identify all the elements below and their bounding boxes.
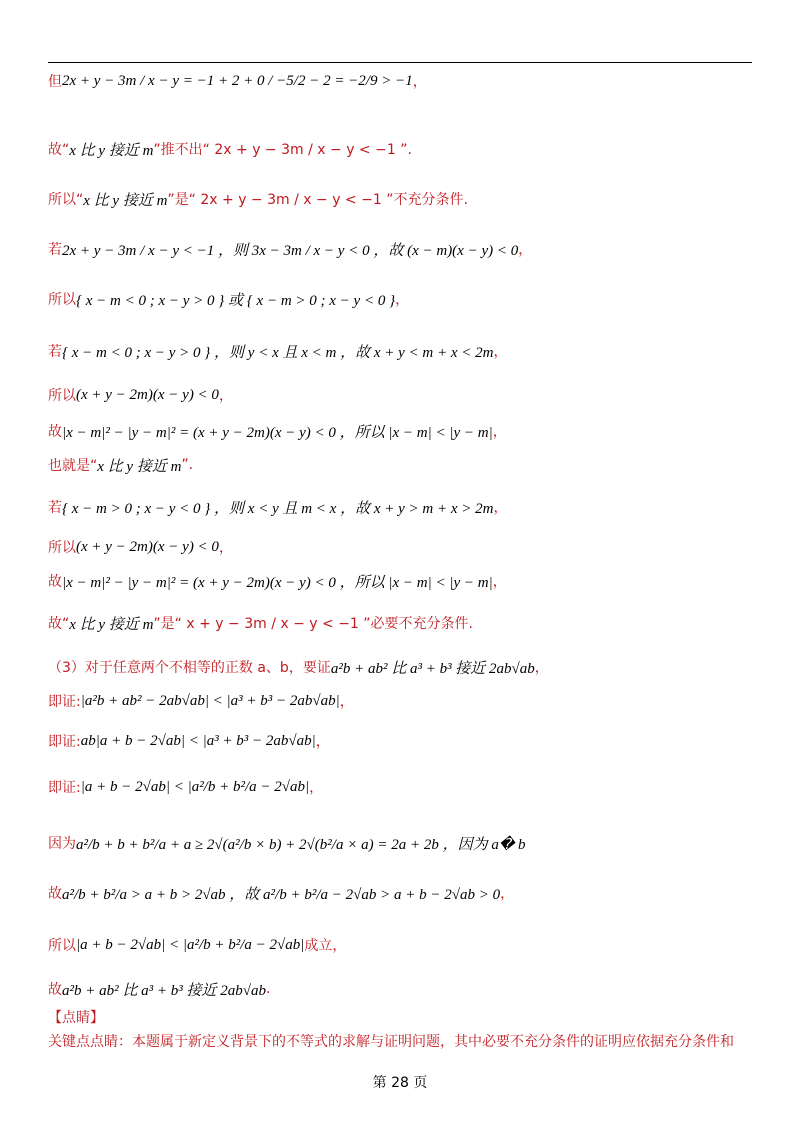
line-14-math: a²b + ab² 比 a³ + b³ 接近 2ab√ab bbox=[330, 660, 535, 677]
line-12-pre: 故 bbox=[48, 574, 62, 590]
line-22-pre: 【点睛】 bbox=[48, 1010, 104, 1026]
line-6 bbox=[48, 334, 507, 368]
line-7-math: (x + y − 2m)(x − y) < 0 bbox=[76, 386, 219, 403]
line-6-math: { x − m < 0 ; x − y > 0 } ，则 y < x 且 x < m ，故 x + y < m + x < 2m bbox=[62, 344, 494, 361]
line-19 bbox=[48, 876, 514, 910]
line-10-pre: 若 bbox=[48, 500, 62, 516]
line-5-math: { x − m < 0 ; x − y > 0 } 或 { x − m > 0 ; x − y < 0 } bbox=[76, 292, 396, 309]
line-20-math: |a + b − 2√ab| < |a²/b + b²/a − 2√ab| bbox=[76, 936, 305, 953]
line-16-post: ， bbox=[315, 734, 330, 750]
line-3-post: ”是“ 2x + y − 3m / x − y < −1 ”不充分条件. bbox=[167, 192, 468, 208]
page-number: 第 28 页 bbox=[372, 1075, 428, 1091]
line-17 bbox=[48, 770, 323, 804]
line-18-math: a²/b + b + b²/a + a ≥ 2√(a²/b × b) + 2√(b²/a × a) = 2a + 2b ，因为 a� b bbox=[76, 836, 526, 853]
header-rule bbox=[48, 62, 752, 63]
line-5-post: ， bbox=[395, 292, 410, 308]
line-20-pre: 所以 bbox=[48, 938, 76, 954]
line-4-pre: 若 bbox=[48, 242, 62, 258]
line-5-pre: 所以 bbox=[48, 292, 76, 308]
line-21-pre: 故 bbox=[48, 982, 62, 998]
line-12-math: |x − m|² − |y − m|² = (x + y − 2m)(x − y) < 0 ，所以 |x − m| < |y − m| bbox=[62, 574, 493, 591]
line-17-pre: 即证: bbox=[48, 780, 81, 796]
line-15-post: ， bbox=[339, 694, 354, 710]
line-4-math: 2x + y − 3m / x − y < −1 ，则 3x − 3m / x − y < 0 ，故 (x − m)(x − y) < 0 bbox=[62, 242, 519, 259]
line-4 bbox=[48, 232, 532, 266]
line-22 bbox=[48, 1004, 104, 1030]
line-7-post: ， bbox=[218, 388, 233, 404]
line-14-post: ， bbox=[534, 660, 549, 676]
line-3-pre: 所以“ bbox=[48, 192, 84, 208]
line-21 bbox=[48, 972, 270, 1006]
line-10-post: ， bbox=[493, 500, 508, 516]
line-11-math: (x + y − 2m)(x − y) < 0 bbox=[76, 538, 219, 555]
line-8-post: ， bbox=[492, 424, 507, 440]
line-19-pre: 故 bbox=[48, 886, 62, 902]
line-1 bbox=[48, 64, 427, 98]
line-14-pre: （3）对于任意两个不相等的正数 a、b，要证 bbox=[48, 660, 331, 676]
line-23 bbox=[48, 1028, 734, 1054]
line-8 bbox=[48, 414, 507, 448]
line-20-post: 成立， bbox=[304, 938, 347, 954]
line-16-math: ab|a + b − 2√ab| < |a³ + b³ − 2ab√ab| bbox=[80, 732, 316, 749]
line-6-pre: 若 bbox=[48, 344, 62, 360]
line-11 bbox=[48, 530, 233, 564]
line-2-math: x 比 y 接近 m bbox=[69, 142, 154, 159]
line-9 bbox=[48, 448, 193, 482]
line-21-math: a²b + ab² 比 a³ + b³ 接近 2ab√ab bbox=[62, 982, 266, 999]
line-15 bbox=[48, 684, 354, 718]
line-14 bbox=[48, 650, 549, 684]
line-7 bbox=[48, 378, 233, 412]
line-19-math: a²/b + b²/a > a + b > 2√ab ，故 a²/b + b²/a − 2√ab > a + b − 2√ab > 0 bbox=[62, 886, 501, 903]
line-3-math: x 比 y 接近 m bbox=[83, 192, 168, 209]
line-3 bbox=[48, 182, 468, 216]
line-11-pre: 所以 bbox=[48, 540, 76, 556]
line-21-post: . bbox=[265, 981, 271, 997]
line-20 bbox=[48, 928, 346, 962]
line-9-pre: 也就是“ bbox=[48, 458, 98, 474]
line-1-post: ， bbox=[412, 74, 427, 90]
line-7-pre: 所以 bbox=[48, 388, 76, 404]
line-10-math: { x − m > 0 ; x − y < 0 } ，则 x < y 且 m < x ，故 x + y > m + x > 2m bbox=[62, 500, 494, 517]
line-15-pre: 即证: bbox=[48, 694, 81, 710]
line-6-post: ， bbox=[493, 344, 508, 360]
line-18 bbox=[48, 826, 525, 860]
line-4-post: ， bbox=[518, 242, 533, 258]
line-8-math: |x − m|² − |y − m|² = (x + y − 2m)(x − y) < 0 ，所以 |x − m| < |y − m| bbox=[62, 424, 493, 441]
line-16-pre: 即证: bbox=[48, 734, 81, 750]
line-1-pre: 但 bbox=[48, 74, 62, 90]
line-19-post: ， bbox=[500, 886, 515, 902]
line-10 bbox=[48, 490, 507, 524]
line-17-math: |a + b − 2√ab| < |a²/b + b²/a − 2√ab| bbox=[80, 778, 310, 795]
line-13 bbox=[48, 606, 473, 640]
line-18-pre: 因为 bbox=[48, 836, 76, 852]
line-2 bbox=[48, 132, 412, 166]
line-12 bbox=[48, 564, 507, 598]
line-8-pre: 故 bbox=[48, 424, 62, 440]
line-13-pre: 故“ bbox=[48, 616, 70, 632]
line-9-post: ”. bbox=[181, 457, 194, 473]
line-11-post: ， bbox=[218, 540, 233, 556]
line-2-pre: 故“ bbox=[48, 142, 70, 158]
line-16 bbox=[48, 724, 330, 758]
line-9-math: x 比 y 接近 m bbox=[97, 458, 182, 475]
line-1-math: 2x + y − 3m / x − y = −1 + 2 + 0 / −5/2 − 2 = −2/9 > −1 bbox=[62, 72, 413, 89]
line-15-math: |a²b + ab² − 2ab√ab| < |a³ + b³ − 2ab√ab| bbox=[80, 692, 340, 709]
line-17-post: ， bbox=[309, 780, 324, 796]
line-12-post: ， bbox=[492, 574, 507, 590]
line-5 bbox=[48, 282, 409, 316]
line-13-post: ”是“ x + y − 3m / x − y < −1 ”必要不充分条件. bbox=[153, 616, 473, 632]
line-13-math: x 比 y 接近 m bbox=[69, 616, 154, 633]
line-23-pre: 关键点点睛：本题属于新定义背景下的不等式的求解与证明问题，其中必要不充分条件的证明应依据充分条件和 bbox=[48, 1034, 734, 1050]
line-2-post: ”推不出“ 2x + y − 3m / x − y < −1 ”. bbox=[153, 142, 412, 158]
